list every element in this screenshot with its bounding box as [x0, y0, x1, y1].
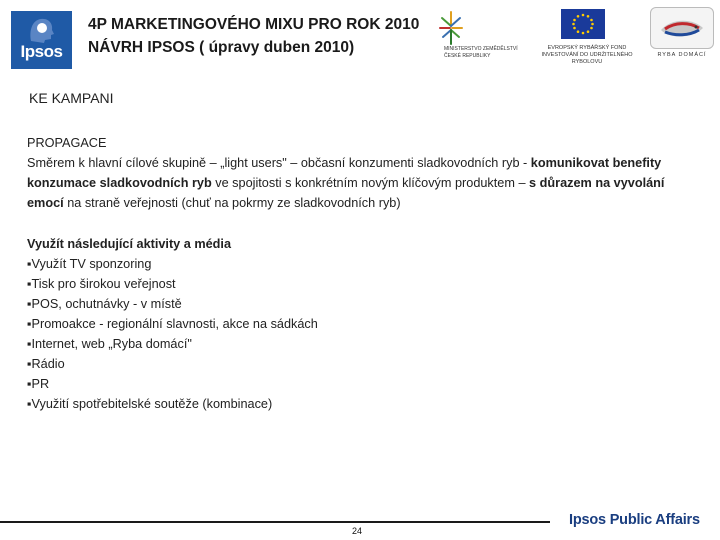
eu-line-2: INVESTOVÁNÍ DO UDRŽITELNÉHO: [541, 52, 633, 58]
activity-text: Tisk pro širokou veřejnost: [31, 277, 176, 291]
activity-text: Využít TV sponzoring: [31, 257, 152, 271]
promo-text-1: Směrem k hlavní cílové skupině – „light users" – občasní konzumenti sladkovodních ryb -: [27, 156, 531, 170]
activities-heading: [27, 234, 687, 254]
section-title: KE KAMPANI: [29, 90, 114, 106]
activity-text: Využití spotřebitelské soutěže (kombinace): [31, 397, 273, 411]
bullet-icon: ▪: [27, 357, 32, 371]
page-number: 24: [352, 526, 363, 536]
head-silhouette-icon: [25, 17, 55, 43]
promo-heading: PROPAGACE: [27, 136, 107, 150]
fish-icon: [651, 8, 713, 48]
ryba-domaci-logo: [648, 6, 716, 66]
promo-paragraph: [27, 153, 687, 213]
ministry-logo: [428, 6, 526, 66]
promo-text-2: ve spojitosti s konkrétním novým klíčovým produktem –: [211, 176, 530, 190]
page-title: [88, 13, 419, 59]
activity-list-item: [27, 294, 687, 314]
bullet-icon: ▪: [27, 297, 32, 311]
bullet-icon: ▪: [27, 317, 32, 331]
promo-bold-1: komunikovat benefity konzumace sladkovodních ryb: [27, 156, 662, 190]
activity-text: Rádio: [31, 357, 65, 371]
activity-text: POS, ochutnávky - v místě: [31, 297, 182, 311]
activity-list-item: [27, 254, 687, 274]
fish-logo-label: RYBA DOMÁCÍ: [657, 52, 707, 58]
eu-logo-text: [533, 45, 641, 66]
activity-list-item: [27, 354, 687, 374]
activities-list: [27, 254, 687, 414]
activity-list-item: [27, 274, 687, 294]
ministry-line-2: ČESKÉ REPUBLIKY: [444, 53, 491, 59]
title-line-1: 4P MARKETINGOVÉHO MIXU PRO ROK 2010: [88, 16, 420, 33]
activity-list-item: [27, 394, 687, 414]
footer-divider: [0, 521, 550, 523]
eu-line-1: EVROPSKÝ RYBÁŘSKÝ FOND: [547, 45, 627, 51]
activity-list-item: [27, 314, 687, 334]
ministry-line-1: MINISTERSTVO ZEMĚDĚLSTVÍ: [444, 46, 518, 52]
bullet-icon: ▪: [27, 277, 32, 291]
eu-flag-icon: [561, 9, 605, 39]
bullet-icon: ▪: [27, 257, 32, 271]
title-line-2: NÁVRH IPSOS ( úpravy duben 2010): [88, 39, 355, 56]
activity-list-item: [27, 334, 687, 354]
activity-text: PR: [31, 377, 50, 391]
bullet-icon: ▪: [27, 377, 32, 391]
promo-text-3: na straně veřejnosti (chuť na pokrmy ze sladkovodních ryb): [63, 196, 401, 210]
ipsos-logo-text: Ipsos: [20, 42, 63, 61]
activity-text: Promoakce - regionální slavnosti, akce na sádkách: [31, 317, 318, 331]
eu-fisheries-fund-logo: [531, 6, 641, 66]
ipsos-logo: [11, 11, 72, 69]
activity-text: Internet, web „Ryba domácí": [31, 337, 192, 351]
activity-list-item: [27, 374, 687, 394]
ministry-logo-text: [444, 46, 526, 60]
bullet-icon: ▪: [27, 397, 32, 411]
fish-logo-box: [650, 7, 714, 49]
bullet-icon: ▪: [27, 337, 32, 351]
eu-line-3: RYBOLOVU: [571, 59, 603, 65]
promo-bold-2: s důrazem na vyvolání emocí: [27, 176, 665, 210]
footer-brand: Ipsos Public Affairs: [569, 512, 700, 528]
activities-heading-text: Využít následující aktivity a média: [27, 237, 232, 251]
content-body: [27, 133, 687, 414]
